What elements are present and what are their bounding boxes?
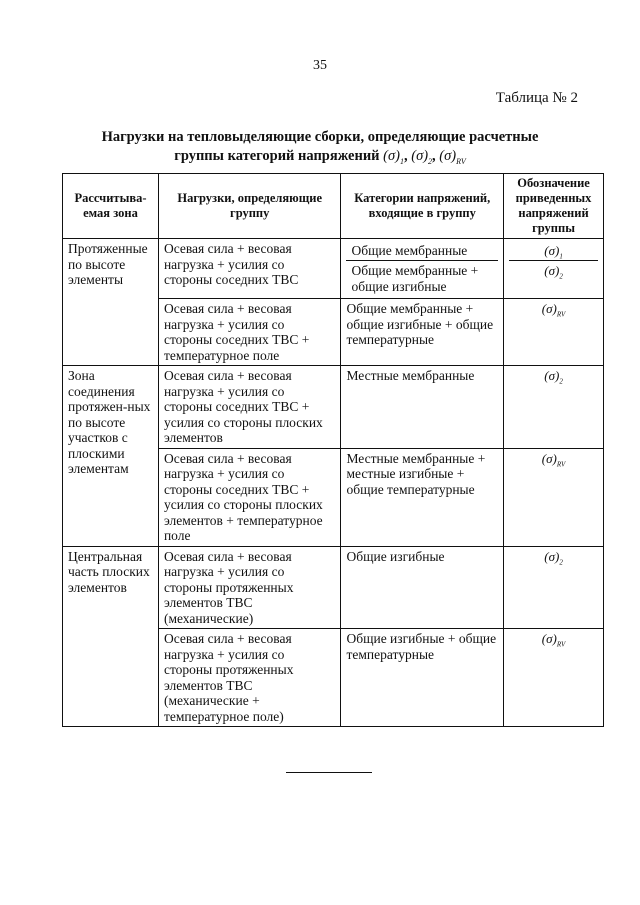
category-cell: Общие изгибные: [341, 546, 504, 629]
stress-symbol: $(\sigma)_2$: [509, 260, 598, 287]
header-designation: Обозначение приведенных напряжений группы: [504, 174, 604, 239]
heading-line1: Нагрузки на тепловыделяющие сборки, определяющие расчетные: [101, 129, 539, 145]
header-loads: Нагрузки, определяющие группу: [158, 174, 341, 239]
load-cell: Осевая сила + весовая нагрузка + усилия со стороны соседних ТВС: [158, 239, 341, 299]
footer-divider: [286, 772, 372, 773]
category-cell: Общие изгибные + общие температурные: [341, 629, 504, 727]
zone-cell: Протяженные по высоте элементы: [63, 239, 159, 366]
stress-symbol: $(\sigma)_{RV}$: [504, 448, 604, 546]
load-cell: Осевая сила + весовая нагрузка + усилия со стороны соседних ТВС + усилия со стороны плоских элементов + температурное поле: [158, 448, 341, 546]
load-cell: Осевая сила + весовая нагрузка + усилия со стороны соседних ТВС + усилия со стороны плоских элементов: [158, 366, 341, 449]
heading-line2: группы категорий напряжений: [174, 148, 380, 164]
category-part: Общие мембранные: [351, 243, 468, 258]
table-row: [63, 366, 604, 449]
stress-symbol: $(\sigma)_{RV}$: [504, 299, 604, 366]
stress-symbol: $(\sigma)_1$: [544, 243, 563, 261]
category-cell: Общие мембранные + общие изгибные + общие температурные: [341, 299, 504, 366]
stress-symbol: $(\sigma)_2$: [504, 366, 604, 449]
table-row: [63, 239, 604, 299]
load-cell: Осевая сила + весовая нагрузка + усилия со стороны протяженных элементов ТВС (механические): [158, 546, 341, 629]
load-cell: Осевая сила + весовая нагрузка + усилия со стороны протяженных элементов ТВС (механические + температурное поле): [158, 629, 341, 727]
heading-symbol-1: $(\sigma)_1$: [383, 148, 404, 166]
load-cell: Осевая сила + весовая нагрузка + усилия со стороны соседних ТВС + температурное поле: [158, 299, 341, 366]
category-cell: Местные мембранные: [341, 366, 504, 449]
stress-symbol: $(\sigma)_2$: [504, 546, 604, 629]
header-categories: Категории напряжений, входящие в группу: [341, 174, 504, 239]
heading-symbol-2: $(\sigma)_2$: [411, 148, 433, 166]
loads-table: [62, 173, 604, 727]
heading-symbol-rv: $(\sigma)_{RV}$: [439, 148, 466, 166]
table-row: [63, 546, 604, 629]
zone-cell: Центральная часть плоских элементов: [63, 546, 159, 727]
symbol-cell: [504, 239, 604, 299]
header-row: [63, 174, 604, 239]
table-label: Таблица № 2: [495, 90, 578, 106]
table-heading: Нагрузки на тепловыделяющие сборки, определяющие расчетные группы категорий напряжений $(\sigma)_1$, $(\sigma)_2$, $(\sigma)_{RV}$: [101, 129, 539, 166]
stress-symbol: $(\sigma)_{RV}$: [504, 629, 604, 727]
header-zone: Рассчитыва-емая зона: [63, 174, 159, 239]
category-part: Общие мембранные + общие изгибные: [346, 260, 498, 296]
category-cell: [341, 239, 504, 299]
category-cell: Местные мембранные + местные изгибные + общие температурные: [341, 448, 504, 546]
zone-cell: Зона соединения протяжен-ных по высоте участков с плоскими элементам: [63, 366, 159, 547]
page-number: 35: [313, 58, 327, 73]
